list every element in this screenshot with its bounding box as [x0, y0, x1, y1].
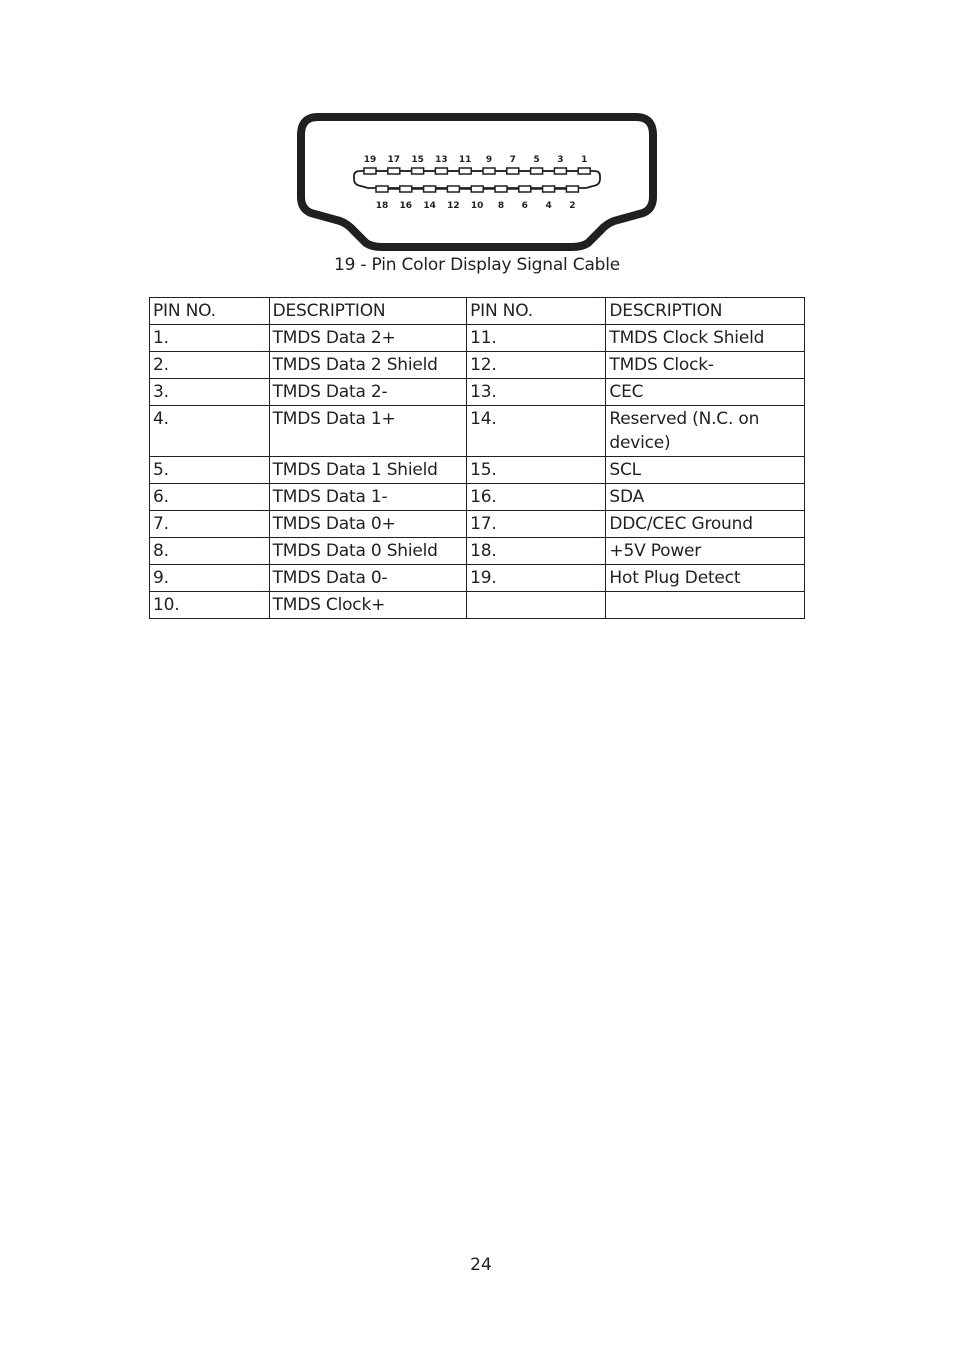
pin-number-cell: 9.: [150, 565, 270, 592]
pin-label: 13: [435, 155, 448, 165]
header-pin-no-right: PIN NO.: [467, 298, 606, 325]
pin-number-cell: 3.: [150, 379, 270, 406]
description-cell: DDC/CEC Ground: [606, 511, 805, 538]
pin-contact: [376, 186, 388, 192]
pin-number-cell: 4.: [150, 406, 270, 457]
figure-caption: 19 - Pin Color Display Signal Cable: [333, 255, 621, 275]
description-cell: TMDS Data 0+: [269, 511, 467, 538]
description-cell: [606, 592, 805, 619]
pin-number-cell: 15.: [467, 457, 606, 484]
pin-contact: [424, 186, 436, 192]
pin-number-cell: 17.: [467, 511, 606, 538]
pin-label: 6: [521, 201, 528, 211]
description-cell: TMDS Data 1+: [269, 406, 467, 457]
description-cell: TMDS Data 0 Shield: [269, 538, 467, 565]
pin-label: 9: [485, 155, 493, 165]
pin-number-cell: [467, 592, 606, 619]
pin-number-cell: 19.: [467, 565, 606, 592]
pin-label: 4: [545, 201, 552, 211]
pin-contact: [495, 186, 507, 192]
pin-number-cell: 13.: [467, 379, 606, 406]
pin-number-cell: 10.: [150, 592, 270, 619]
pin-number-cell: 11.: [467, 325, 606, 352]
pin-number-cell: 14.: [467, 406, 606, 457]
description-cell: SCL: [606, 457, 805, 484]
header-description-right: DESCRIPTION: [606, 298, 805, 325]
pin-number-cell: 7.: [150, 511, 270, 538]
pin-label: 11: [458, 155, 472, 165]
pin-contact: [412, 168, 424, 174]
table-row: [150, 457, 805, 484]
pin-contact: [388, 168, 400, 174]
pin-label: 5: [533, 155, 540, 165]
pin-contact: [435, 168, 447, 174]
pin-contact: [543, 186, 555, 192]
pin-contact: [578, 168, 590, 174]
description-cell: TMDS Data 1 Shield: [269, 457, 467, 484]
pin-label: 2: [569, 201, 576, 211]
pin-contact: [447, 186, 459, 192]
description-cell: TMDS Data 2+: [269, 325, 467, 352]
pin-label: 3: [557, 155, 564, 165]
table-header-row: [150, 298, 805, 325]
pin-label: 16: [399, 201, 413, 211]
hdmi-connector-diagram: [296, 113, 658, 251]
description-cell: CEC: [606, 379, 805, 406]
pin-number-cell: 12.: [467, 352, 606, 379]
pin-contact: [531, 168, 543, 174]
table-row: [150, 325, 805, 352]
description-cell: TMDS Data 2 Shield: [269, 352, 467, 379]
pin-number-cell: 8.: [150, 538, 270, 565]
description-cell: SDA: [606, 484, 805, 511]
pin-label: 18: [375, 201, 389, 211]
pin-contact: [519, 186, 531, 192]
pin-label: 15: [411, 155, 424, 165]
description-cell: Reserved (N.C. on device): [606, 406, 805, 457]
pin-label: 14: [423, 201, 436, 211]
table-row: [150, 511, 805, 538]
pin-label: 12: [447, 201, 460, 211]
description-cell: Hot Plug Detect: [606, 565, 805, 592]
pin-number-cell: 16.: [467, 484, 606, 511]
description-cell: TMDS Clock Shield: [606, 325, 805, 352]
pin-label: 1: [581, 155, 588, 165]
table-row: [150, 484, 805, 511]
pin-number-cell: 5.: [150, 457, 270, 484]
table-row: [150, 592, 805, 619]
pin-number-cell: 6.: [150, 484, 270, 511]
pin-label: 17: [387, 155, 401, 165]
bottom-pin-row: [376, 186, 579, 211]
description-cell: TMDS Data 2-: [269, 379, 467, 406]
pin-contact: [364, 168, 376, 174]
pin-label: 7: [509, 155, 516, 165]
pin-contact: [471, 186, 483, 192]
description-cell: +5V Power: [606, 538, 805, 565]
pin-contact: [483, 168, 495, 174]
table-row: [150, 565, 805, 592]
pin-number-cell: 1.: [150, 325, 270, 352]
pin-label: 10: [470, 201, 484, 211]
table-row: [150, 352, 805, 379]
table-row: [150, 406, 805, 457]
pin-contact: [459, 168, 471, 174]
description-cell: TMDS Data 0-: [269, 565, 467, 592]
pin-label: 8: [497, 201, 505, 211]
description-cell: TMDS Clock+: [269, 592, 467, 619]
description-cell: TMDS Clock-: [606, 352, 805, 379]
pin-contact: [507, 168, 519, 174]
table-row: [150, 538, 805, 565]
pin-contact: [566, 186, 578, 192]
description-cell: TMDS Data 1-: [269, 484, 467, 511]
pin-number-cell: 2.: [150, 352, 270, 379]
top-pin-row: [364, 155, 590, 174]
page-number: 24: [470, 1255, 492, 1275]
pin-label: 19: [363, 155, 377, 165]
header-description-left: DESCRIPTION: [269, 298, 467, 325]
table-row: [150, 379, 805, 406]
header-pin-no-left: PIN NO.: [150, 298, 270, 325]
pin-contact: [400, 186, 412, 192]
pin-assignment-table: [149, 297, 805, 619]
pin-number-cell: 18.: [467, 538, 606, 565]
pin-contact: [554, 168, 566, 174]
